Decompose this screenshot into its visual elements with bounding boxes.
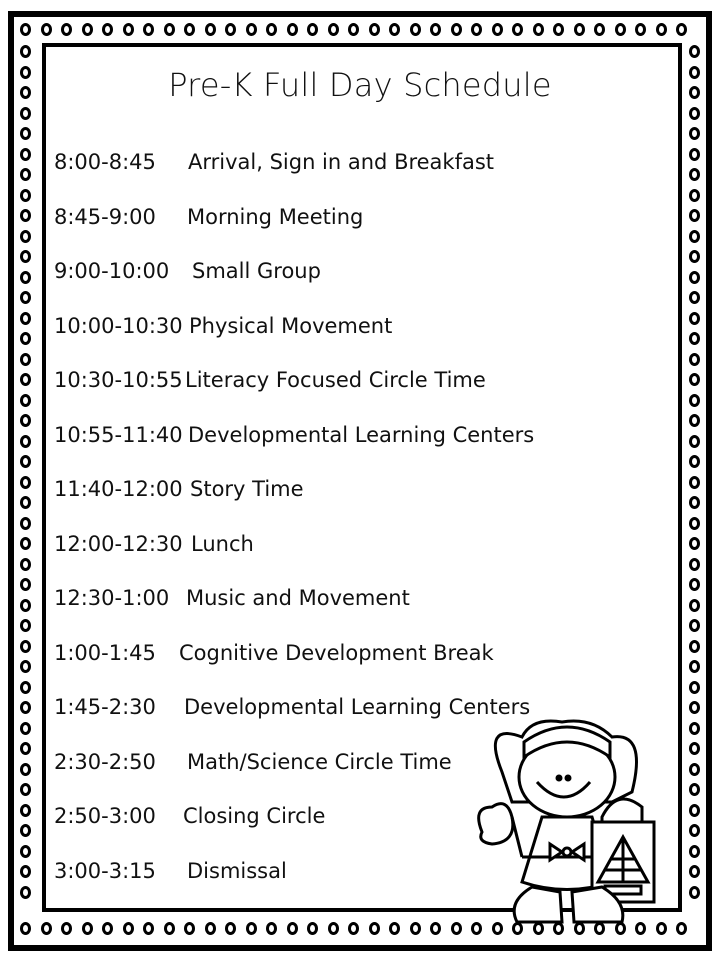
border-dot bbox=[123, 23, 134, 36]
border-dot bbox=[689, 107, 700, 120]
border-dot bbox=[20, 783, 31, 796]
girl-clipart bbox=[462, 712, 672, 937]
activity-name: Morning Meeting bbox=[187, 204, 364, 229]
border-dot bbox=[61, 23, 72, 36]
page-title: Pre-K Full Day Schedule bbox=[168, 66, 552, 104]
time-range: 1:45-2:30 bbox=[54, 695, 156, 719]
border-dot bbox=[20, 455, 31, 468]
border-dot bbox=[20, 701, 31, 714]
border-dot bbox=[689, 558, 700, 571]
border-dot bbox=[307, 23, 318, 36]
border-dot bbox=[143, 23, 154, 36]
schedule-row bbox=[54, 531, 254, 556]
schedule-row bbox=[54, 858, 287, 883]
schedule-row bbox=[54, 259, 321, 283]
border-dot bbox=[689, 496, 700, 509]
border-dot bbox=[689, 312, 700, 325]
border-dot bbox=[20, 127, 31, 140]
border-dot bbox=[689, 148, 700, 161]
border-dot bbox=[689, 476, 700, 489]
activity-name: Music and Movement bbox=[186, 586, 410, 610]
border-dot bbox=[20, 537, 31, 550]
border-dot bbox=[512, 23, 523, 36]
activity-name: Developmental Learning Centers bbox=[184, 695, 531, 719]
border-dot bbox=[20, 373, 31, 386]
activity-name: Small Group bbox=[192, 259, 321, 283]
time-range: 12:00-12:30 bbox=[54, 531, 183, 556]
border-dot bbox=[20, 189, 31, 202]
border-dot bbox=[689, 291, 700, 304]
border-dot bbox=[492, 23, 503, 36]
border-dot bbox=[689, 578, 700, 591]
border-dot bbox=[430, 922, 441, 935]
border-dot bbox=[689, 824, 700, 837]
border-dot bbox=[689, 373, 700, 386]
border-dot bbox=[553, 23, 564, 36]
border-dot bbox=[205, 23, 216, 36]
activity-name: Cognitive Development Break bbox=[179, 640, 494, 665]
border-dot bbox=[20, 414, 31, 427]
border-dot bbox=[184, 922, 195, 935]
border-dot bbox=[689, 804, 700, 817]
border-dot bbox=[689, 435, 700, 448]
border-dot bbox=[266, 922, 277, 935]
border-dot bbox=[205, 922, 216, 935]
schedule-row bbox=[54, 695, 531, 719]
border-dot bbox=[20, 742, 31, 755]
border-dot bbox=[20, 23, 31, 36]
border-dot bbox=[689, 353, 700, 366]
border-dot bbox=[20, 250, 31, 263]
border-dot bbox=[389, 922, 400, 935]
border-dot bbox=[689, 681, 700, 694]
border-dot bbox=[287, 23, 298, 36]
schedule-row bbox=[54, 640, 494, 665]
border-dot bbox=[20, 230, 31, 243]
border-dot bbox=[20, 722, 31, 735]
border-dot bbox=[676, 23, 687, 36]
border-dot bbox=[676, 922, 687, 935]
time-range: 2:30-2:50 bbox=[54, 749, 156, 774]
activity-name: Math/Science Circle Time bbox=[187, 749, 452, 774]
border-dot bbox=[689, 517, 700, 530]
border-dot bbox=[410, 23, 421, 36]
border-dot bbox=[689, 599, 700, 612]
border-dot bbox=[20, 353, 31, 366]
border-dot bbox=[20, 824, 31, 837]
border-dot bbox=[164, 23, 175, 36]
time-range: 10:55-11:40 bbox=[54, 422, 183, 447]
border-dot bbox=[615, 23, 626, 36]
border-dot bbox=[307, 922, 318, 935]
schedule-row bbox=[54, 313, 393, 338]
schedule-row bbox=[54, 586, 410, 610]
time-range: 8:45-9:00 bbox=[54, 204, 156, 229]
border-dot bbox=[20, 886, 31, 899]
border-dot bbox=[410, 922, 421, 935]
border-dot bbox=[20, 312, 31, 325]
border-dot bbox=[184, 23, 195, 36]
border-dot bbox=[20, 763, 31, 776]
border-dot bbox=[451, 922, 462, 935]
border-dot bbox=[689, 230, 700, 243]
schedule-row bbox=[54, 804, 326, 828]
schedule-row bbox=[54, 422, 535, 447]
activity-name: Story Time bbox=[190, 477, 304, 501]
border-dot bbox=[20, 578, 31, 591]
border-dot bbox=[20, 558, 31, 571]
border-dot bbox=[689, 271, 700, 284]
border-dot bbox=[20, 476, 31, 489]
border-dot bbox=[689, 640, 700, 653]
border-dot bbox=[246, 23, 257, 36]
border-dot bbox=[689, 865, 700, 878]
activity-name: Physical Movement bbox=[189, 313, 393, 338]
border-dot bbox=[369, 922, 380, 935]
border-dot bbox=[20, 209, 31, 222]
border-dot bbox=[389, 23, 400, 36]
border-dot bbox=[225, 23, 236, 36]
border-dot bbox=[20, 271, 31, 284]
time-range: 12:30-1:00 bbox=[54, 586, 170, 610]
border-dot bbox=[689, 722, 700, 735]
border-dot bbox=[689, 127, 700, 140]
activity-name: Closing Circle bbox=[183, 804, 326, 828]
border-dot bbox=[348, 922, 359, 935]
border-dot bbox=[20, 804, 31, 817]
schedule-row bbox=[54, 204, 364, 229]
schedule-row bbox=[54, 150, 495, 174]
activity-name: Dismissal bbox=[187, 858, 287, 883]
border-dot bbox=[635, 23, 646, 36]
border-dot bbox=[689, 45, 700, 58]
border-dot bbox=[41, 23, 52, 36]
border-dot bbox=[451, 23, 462, 36]
border-dot bbox=[348, 23, 359, 36]
border-dot bbox=[82, 922, 93, 935]
border-dot bbox=[225, 922, 236, 935]
time-range: 11:40-12:00 bbox=[54, 477, 183, 501]
border-dot bbox=[689, 209, 700, 222]
border-dot bbox=[20, 168, 31, 181]
border-dot bbox=[689, 455, 700, 468]
border-dot bbox=[20, 107, 31, 120]
border-dot bbox=[20, 660, 31, 673]
border-dot bbox=[246, 922, 257, 935]
border-dot bbox=[20, 845, 31, 858]
border-dot bbox=[20, 599, 31, 612]
activity-name: Arrival, Sign in and Breakfast bbox=[188, 150, 495, 174]
activity-name: Literacy Focused Circle Time bbox=[185, 368, 486, 392]
border-dot bbox=[689, 250, 700, 263]
schedule-row bbox=[54, 477, 304, 501]
border-dot bbox=[20, 435, 31, 448]
border-dot bbox=[430, 23, 441, 36]
border-dot bbox=[689, 742, 700, 755]
time-range: 8:00-8:45 bbox=[54, 150, 156, 174]
border-dot bbox=[20, 45, 31, 58]
border-dot bbox=[287, 922, 298, 935]
border-dot bbox=[20, 865, 31, 878]
border-dot bbox=[689, 537, 700, 550]
schedule-row bbox=[54, 749, 452, 774]
border-dot bbox=[689, 845, 700, 858]
border-dot bbox=[328, 23, 339, 36]
border-dot bbox=[20, 148, 31, 161]
time-range: 9:00-10:00 bbox=[54, 259, 170, 283]
border-dot bbox=[164, 922, 175, 935]
border-dot bbox=[689, 763, 700, 776]
border-dot bbox=[689, 701, 700, 714]
border-dot bbox=[82, 23, 93, 36]
border-dot bbox=[20, 291, 31, 304]
time-range: 10:30-10:55 bbox=[54, 368, 183, 392]
border-dot bbox=[20, 332, 31, 345]
border-dot bbox=[102, 23, 113, 36]
border-dot bbox=[689, 332, 700, 345]
border-dot bbox=[61, 922, 72, 935]
border-dot bbox=[689, 168, 700, 181]
border-dot bbox=[20, 640, 31, 653]
border-dot bbox=[20, 681, 31, 694]
border-dot bbox=[656, 23, 667, 36]
activity-name: Developmental Learning Centers bbox=[188, 422, 535, 447]
border-dot bbox=[689, 886, 700, 899]
border-dot bbox=[689, 619, 700, 632]
border-dot bbox=[574, 23, 585, 36]
border-dot bbox=[20, 517, 31, 530]
time-range: 10:00-10:30 bbox=[54, 313, 183, 338]
schedule-row bbox=[54, 368, 486, 392]
border-dot bbox=[533, 23, 544, 36]
border-dot bbox=[689, 394, 700, 407]
border-dot bbox=[102, 922, 113, 935]
border-dot bbox=[328, 922, 339, 935]
border-dot bbox=[369, 23, 380, 36]
border-dot bbox=[594, 23, 605, 36]
time-range: 1:00-1:45 bbox=[54, 640, 156, 665]
border-dot bbox=[689, 783, 700, 796]
border-dot bbox=[689, 414, 700, 427]
border-dot bbox=[20, 619, 31, 632]
border-dot bbox=[20, 496, 31, 509]
border-dot bbox=[20, 922, 31, 935]
time-range: 3:00-3:15 bbox=[54, 858, 156, 883]
time-range: 2:50-3:00 bbox=[54, 804, 156, 828]
border-dot bbox=[689, 660, 700, 673]
border-dot bbox=[266, 23, 277, 36]
border-dot bbox=[143, 922, 154, 935]
border-dot bbox=[41, 922, 52, 935]
border-dot bbox=[689, 189, 700, 202]
border-dot bbox=[20, 394, 31, 407]
border-dot bbox=[471, 23, 482, 36]
border-dot bbox=[123, 922, 134, 935]
activity-name: Lunch bbox=[191, 531, 254, 556]
